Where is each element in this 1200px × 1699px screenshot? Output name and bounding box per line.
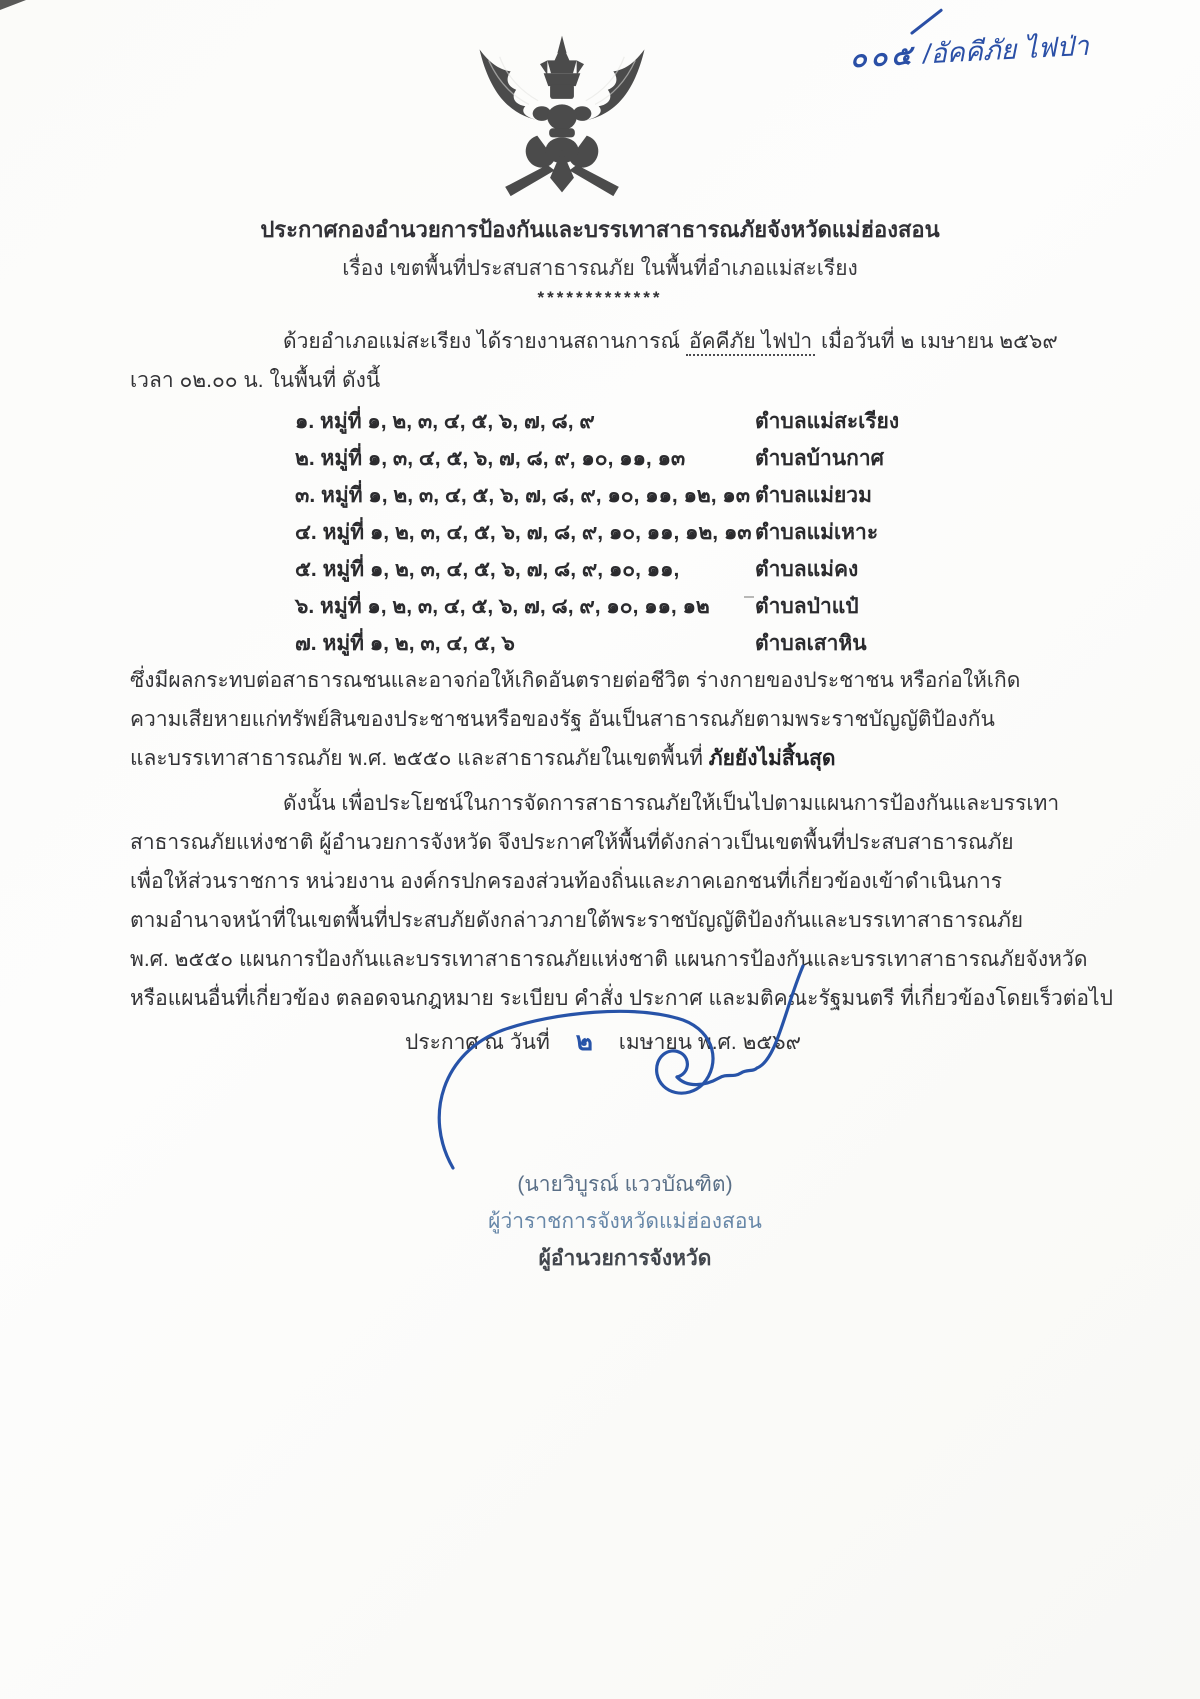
area-tambon: ตำบลแม่เหาะ <box>755 521 879 544</box>
area-row-5 <box>295 553 859 586</box>
area-row-3 <box>295 479 872 512</box>
area-row-7 <box>295 627 867 660</box>
area-moo: หมู่ที่ ๑, ๒, ๓, ๔, ๕, ๖, ๗, ๘, ๙, ๑๐, ๑๑, <box>322 558 680 581</box>
order-line-4: ตามอำนาจหน้าที่ในเขตพื้นที่ประสบภัยดังกล่าวภายใต้พระราชบัญญัติป้องกันและบรรเทาสาธารณภัย <box>130 909 1024 932</box>
intro-post: เมื่อวันที่ ๒ เมษายน ๒๕๖๙ <box>820 330 1058 353</box>
area-row-2 <box>295 442 884 475</box>
order-line-2: สาธารณภัยแห่งชาติ ผู้อำนวยการจังหวัด จึงประกาศให้พื้นที่ดังกล่าวเป็นเขตพื้นที่ประสบสาธารณภัย <box>130 831 1014 854</box>
promulgation-suffix: เมษายน พ.ศ. ๒๕๖๙ <box>618 1031 801 1054</box>
order-line-6: หรือแผนอื่นที่เกี่ยวข้อง ตลอดจนกฎหมาย ระเบียบ คำสั่ง ประกาศ และมติคณะรัฐมนตรี ที่เกี่ยวข้องโดยเร็วต่อไป <box>130 987 1113 1010</box>
area-row-4 <box>295 516 879 549</box>
pen-flourish <box>910 8 943 35</box>
area-tambon: ตำบลป่าแป๋ <box>755 595 859 618</box>
impact-line-3 <box>130 744 836 774</box>
area-tambon: ตำบลเสาหิน <box>755 632 867 655</box>
signature-ink-icon <box>425 956 835 1196</box>
area-no: ๑. <box>295 410 315 433</box>
area-moo: หมู่ที่ ๑, ๒, ๓, ๔, ๕, ๖, ๗, ๘, ๙ <box>320 410 595 433</box>
scan-corner-mark <box>0 0 26 10</box>
order-line-1: ดังนั้น เพื่อประโยชน์ในการจัดการสาธารณภัยให้เป็นไปตามแผนการป้องกันและบรรเทา <box>283 792 1060 815</box>
intro-pre: ด้วยอำเภอแม่สะเรียง ได้รายงานสถานการณ์ <box>283 330 681 353</box>
signer-title-director: ผู้อำนวยการจังหวัด <box>538 1247 712 1270</box>
area-moo: หมู่ที่ ๑, ๒, ๓, ๔, ๕, ๖ <box>322 632 515 655</box>
document-title: ประกาศกองอำนวยการป้องกันและบรรเทาสาธารณภัยจังหวัดแม่ฮ่องสอน <box>260 217 940 242</box>
promulgation-prefix: ประกาศ ณ วันที่ <box>405 1031 550 1054</box>
signer-name: (นายวิบูรณ์ แววบัณฑิต) <box>517 1173 733 1196</box>
garuda-emblem-icon <box>452 26 672 219</box>
area-no: ๒. <box>295 447 315 470</box>
area-row-6 <box>295 590 859 623</box>
impact-ongoing-bold: ภัยยังไม่สิ้นสุด <box>708 747 836 770</box>
area-row-1 <box>295 405 900 438</box>
area-moo: หมู่ที่ ๑, ๒, ๓, ๔, ๕, ๖, ๗, ๘, ๙, ๑๐, ๑๑, ๑๒, ๑๓ <box>321 484 751 507</box>
impact-line-2: ความเสียหายแก่ทรัพย์สินของประชาชนหรือของรัฐ อันเป็นสาธารณภัยตามพระราชบัญญัติป้องกัน <box>130 708 995 731</box>
handwritten-day: ๒ <box>575 1026 593 1056</box>
area-no: ๔. <box>295 521 317 544</box>
order-line-5: พ.ศ. ๒๕๕๐ แผนการป้องกันและบรรเทาสาธารณภัยแห่งชาติ แผนการป้องกันและบรรเทาสาธารณภัยจังหวัด <box>130 948 1088 971</box>
area-tambon: ตำบลแม่สะเรียง <box>755 410 900 433</box>
impact-line-1: ซึ่งมีผลกระทบต่อสาธารณชนและอาจก่อให้เกิดอันตรายต่อชีวิต ร่างกายของประชาชน หรือก่อให้เกิด <box>130 669 1021 692</box>
ref-number-handwritten <box>849 24 1090 79</box>
area-no: ๓. <box>295 484 316 507</box>
scan-artifact-dash <box>744 596 754 598</box>
area-no: ๖. <box>295 595 315 618</box>
area-no: ๕. <box>295 558 317 581</box>
intro-underlined-hazard: อัคคีภัย ไฟป่า <box>686 330 815 356</box>
intro-line-1 <box>283 327 1058 357</box>
area-tambon: ตำบลแม่คง <box>755 558 859 581</box>
order-line-3: เพื่อให้ส่วนราชการ หน่วยงาน องค์กรปกครองส่วนท้องถิ่นและภาคเอกชนที่เกี่ยวข้องเข้าดำเนินการ <box>130 870 1003 893</box>
document-subject: เรื่อง เขตพื้นที่ประสบสาธารณภัย ในพื้นที่อำเภอแม่สะเรียง <box>342 257 858 280</box>
area-no: ๗. <box>295 632 317 655</box>
area-moo: หมู่ที่ ๑, ๓, ๔, ๕, ๖, ๗, ๘, ๙, ๑๐, ๑๑, ๑๓ <box>320 447 686 470</box>
area-moo: หมู่ที่ ๑, ๒, ๓, ๔, ๕, ๖, ๗, ๘, ๙, ๑๐, ๑๑, ๑๒ <box>320 595 710 618</box>
signer-title-governor: ผู้ว่าราชการจังหวัดแม่ฮ่องสอน <box>488 1210 762 1233</box>
asterisk-divider: ************* <box>537 288 663 307</box>
intro-line-2: เวลา ๐๒.๐๐ น. ในพื้นที่ ดังนี้ <box>130 369 381 392</box>
ref-number: ๐๐๕ <box>849 39 917 74</box>
area-tambon: ตำบลแม่ยวม <box>755 484 872 507</box>
area-tambon: ตำบลบ้านกาศ <box>755 447 884 470</box>
area-moo: หมู่ที่ ๑, ๒, ๓, ๔, ๕, ๖, ๗, ๘, ๙, ๑๐, ๑๑, ๑๒, ๑๓ <box>322 521 752 544</box>
ref-category: /อัคคีภัย ไฟป่า <box>922 30 1090 70</box>
impact-line-3-text: และบรรเทาสาธารณภัย พ.ศ. ๒๕๕๐ และสาธารณภัยในเขตพื้นที่ <box>130 747 709 770</box>
